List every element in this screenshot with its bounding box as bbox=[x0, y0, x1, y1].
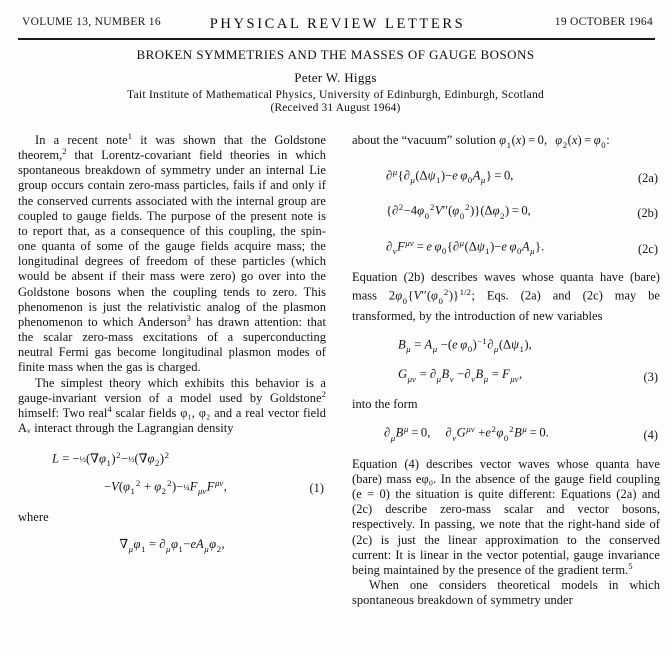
footnote-ref-4[interactable]: 4 bbox=[107, 403, 112, 414]
para1-text-c: that Lorentz-covariant field theories in which spontaneous breakdown of symmetry under an internal Lie group occurs contain zero-mass particles, fails if and only if the conserved currents associated with the internal group are coupled to gauge fields. The purpose of the present note is to report that, as a consequence of this coupling, the spin-one quanta of some of the gauge fields acquire mass; the longitudinal degrees of freedom of these particles (which would be absent if their mass were zero) go over into the Goldstone bosons when the coupling tends to zero. This phenomenon is just the relativistic analog of the plasmon phenomenon to which Anderson bbox=[18, 148, 326, 329]
author-name: Peter W. Higgs bbox=[294, 69, 377, 85]
paragraph-intro bbox=[18, 130, 327, 376]
equation-2b-body: $\{\partial^2-4\varphi_0^2V''(\varphi_0^2)\}(\Delta\varphi_2) = 0$, bbox=[386, 202, 531, 221]
right-column bbox=[352, 133, 660, 657]
equation-3-line-1: $B_\mu = A_\mu -(e$ $\varphi_0)^{-1}\partial_\mu(\Delta\psi_1)$, bbox=[398, 335, 532, 355]
para1-text-a: In a recent note bbox=[35, 133, 128, 147]
footnote-ref-2[interactable]: 2 bbox=[62, 146, 67, 157]
paragraph-model bbox=[18, 376, 326, 437]
equation-2b bbox=[352, 201, 660, 222]
equation-4-body: $\partial_\mu B^\mu = 0$, $\partial_\nu G^{\mu\nu} +e^2\varphi_0^2B^\mu = 0$. bbox=[384, 424, 549, 443]
equation-where-body: $\nabla_\mu\varphi_1 = \partial_\mu\varphi_1-eA_\mu\varphi_2$, bbox=[119, 537, 225, 554]
volume-issue-label: VOLUME 13, NUMBER 16 bbox=[22, 16, 161, 28]
where-label: where bbox=[18, 510, 49, 524]
page-title: BROKEN SYMMETRIES AND THE MASSES OF GAUGE BOSONS bbox=[136, 47, 535, 62]
footnote-ref-3[interactable]: 3 bbox=[186, 312, 192, 323]
author-affiliation: Tait Institute of Mathematical Physics, University of Edinburgh, Edinburgh, Scotland bbox=[126, 87, 545, 101]
body-columns bbox=[0, 130, 671, 657]
equation-2b-tag: (2b) bbox=[637, 206, 658, 221]
vacuum-solution-line: about the “vacuum” solution $\varphi_1(x) = 0$, $\varphi_2(x) = \varphi_0$: bbox=[352, 133, 610, 150]
paragraph-last: When one considers theoretical models in which spontaneous breakdown of symmetry under bbox=[352, 578, 660, 608]
paragraph-after-eq4 bbox=[352, 457, 660, 578]
equation-2a-body: $\partial^\mu\{\partial_\mu(\Delta\psi_1)-e$ $\varphi_0A_\mu\} = 0$, bbox=[386, 166, 514, 186]
para2-text-c: scalar fields φ₁, φ₂ and a real vector field Aᵥ interact through the Lagrangian density bbox=[18, 405, 327, 435]
para2-text-a: The simplest theory which exhibits this behavior is a gauge-invariant version of a model used by Goldstone bbox=[18, 375, 326, 405]
footnote-ref-1[interactable]: 1 bbox=[127, 130, 133, 141]
equation-3-tag: (3) bbox=[643, 369, 658, 384]
footnote-ref-2b[interactable]: 2 bbox=[321, 388, 326, 399]
para1-text-b: it was shown that the Goldstone theorem, bbox=[18, 133, 327, 163]
equation-3 bbox=[352, 335, 660, 386]
equation-1-line-2: $-V(\varphi_1^2$ + $\varphi_2^2)-\frac{1}{4}F_{\mu\nu}F^{\mu\nu}$, bbox=[104, 477, 227, 496]
equation-2a-tag: (2a) bbox=[638, 170, 658, 185]
para2-text-b: himself: Two real bbox=[18, 405, 108, 420]
equation-2c bbox=[352, 237, 660, 258]
equation-2c-body: $\partial_\nu F^{\mu\nu} = e$ $\varphi_0\{\partial^\mu(\Delta\psi_1)-e$ $\varphi_0A_\mu$}. bbox=[386, 237, 545, 256]
title-block bbox=[0, 47, 671, 114]
header-divider-rule bbox=[18, 38, 655, 40]
para1-text-d: has drawn attention: that the scalar zero-mass excitations of a superconducting neutral Fermi gas become longitudinal plasmon modes of finite mass when the gas is charged. bbox=[18, 314, 326, 375]
equation-4-tag: (4) bbox=[643, 428, 658, 443]
running-head bbox=[22, 16, 653, 34]
equation-1-line-1: $L = -\frac{1}{2}(\nabla\varphi_1)^2-\frac{1}{2}(\nabla\varphi_2)^2$ bbox=[52, 450, 170, 469]
left-column bbox=[18, 130, 327, 657]
footnote-ref-5[interactable]: 5 bbox=[628, 560, 633, 571]
paragraph-after-eq2: Equation (2b) describes waves whose quanta have (bare) mass $2\varphi_0\{V''(\varphi_0^2)\}^{1/2}$; Eqs. (2a) and (2c) may be transformed, by the introduction of new variables bbox=[352, 270, 660, 323]
equation-3-line-2: $G_{\mu\nu} = \partial_\mu B_\nu -\partial_\nu B_\mu = F_{\mu\nu}$, bbox=[398, 367, 523, 384]
equation-where bbox=[18, 535, 326, 556]
para-after-eq4-text: Equation (4) describes vector waves whose quanta have (bare) mass eφ₀. In the absence of the gauge field coupling (e = 0) the situation is quite different: Equations (2a) and (2c) describe zero-mass scalar and vector bosons, respectively. In passing, we note that the right-hand side of (2c) is just the linear approximation to the conserved current: It is linear in the vector potential, gauge invariance being maintained by the presence of the gradient term. bbox=[352, 456, 660, 577]
issue-date-label: 19 OCTOBER 1964 bbox=[554, 16, 653, 28]
equation-2c-tag: (2c) bbox=[638, 241, 658, 256]
equation-1-tag: (1) bbox=[309, 481, 324, 496]
into-the-form-label: into the form bbox=[352, 397, 418, 412]
journal-title: PHYSICAL REVIEW LETTERS bbox=[209, 16, 466, 32]
equation-2a bbox=[352, 166, 660, 187]
received-date: (Received 31 August 1964) bbox=[270, 101, 401, 114]
equation-1 bbox=[18, 449, 326, 498]
equation-4 bbox=[352, 423, 660, 444]
